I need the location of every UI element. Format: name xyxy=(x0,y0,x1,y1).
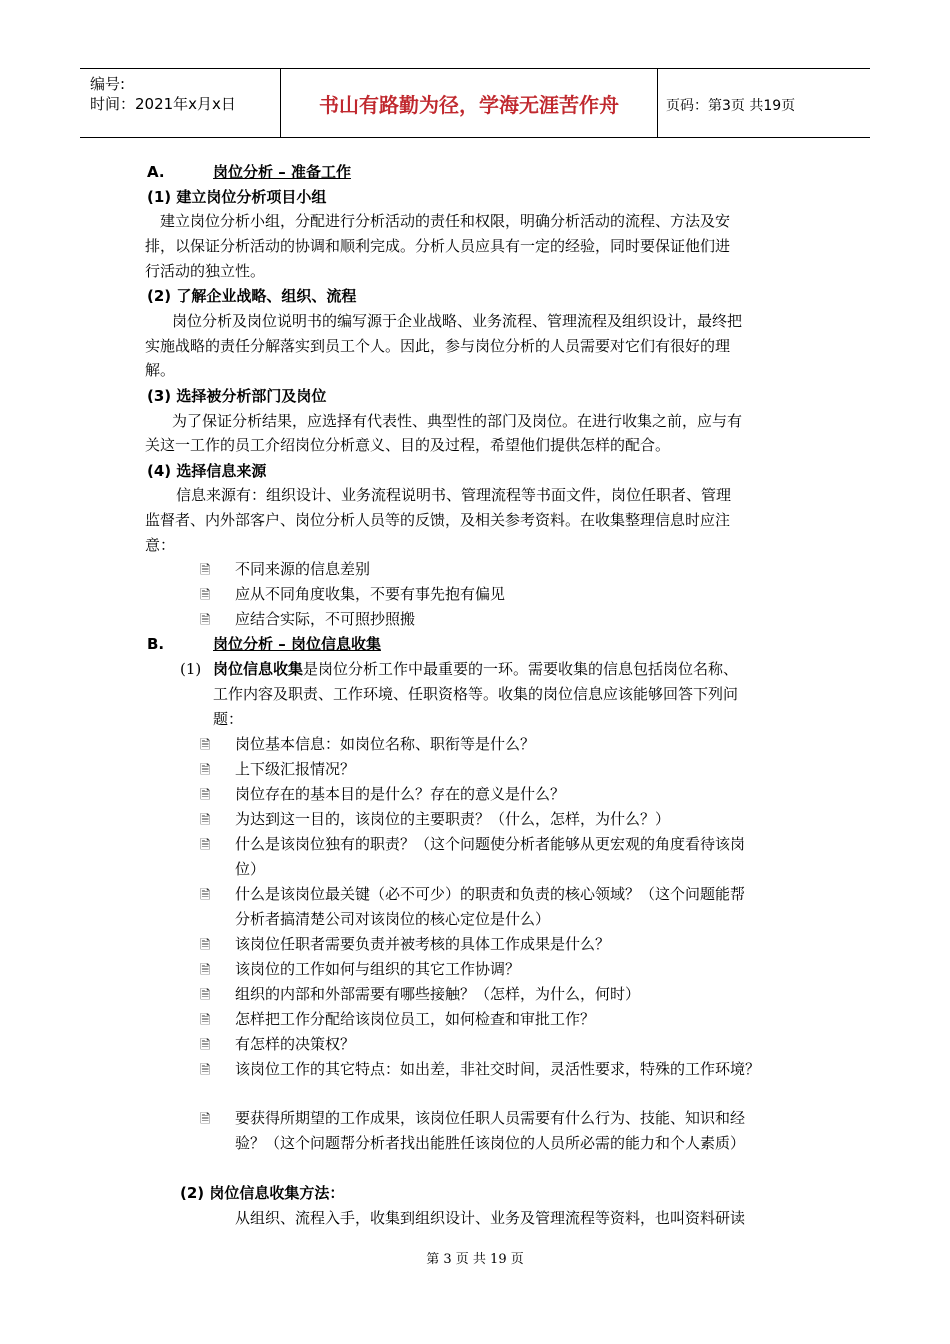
document-icon: 🗎 xyxy=(200,1063,211,1078)
section-b-title: 岗位分析 – 岗位信息收集 xyxy=(213,635,381,653)
a4-line: 意： xyxy=(145,536,176,554)
question: 什么是该岗位最关键（必不可少）的职责和负责的核心领域？（这个问题能帮 xyxy=(235,885,746,903)
document-icon: 🗎 xyxy=(200,938,211,953)
b1-line xyxy=(213,657,738,681)
a1-line: 行活动的独立性。 xyxy=(145,262,266,280)
question: 怎样把工作分配给该岗位员工，如何检查和审批工作？ xyxy=(235,1010,596,1028)
question: 有怎样的决策权？ xyxy=(235,1035,356,1053)
a1-heading: (1) 建立岗位分析项目小组 xyxy=(147,188,327,206)
question: 什么是该岗位独有的职责？（这个问题使分析者能够从更宏观的角度看待该岗 xyxy=(235,835,746,853)
a-bullet: 应从不同角度收集，不要有事先抱有偏见 xyxy=(235,585,506,603)
a3-line: 为了保证分析结果，应选择有代表性、典型性的部门及岗位。在进行收集之前，应与有 xyxy=(172,412,743,430)
a2-heading: (2) 了解企业战略、组织、流程 xyxy=(147,287,357,305)
document-icon: 🗎 xyxy=(200,1112,211,1127)
section-a-title: 岗位分析 – 准备工作 xyxy=(213,163,351,181)
time-label: 时间：2021年x月x日 xyxy=(90,95,236,113)
section-a-letter: A. xyxy=(147,163,165,181)
a1-line: 排，以保证分析活动的协调和顺利完成。分析人员应具有一定的经验，同时要保证他们进 xyxy=(145,237,731,255)
a1-line: 建立岗位分析小组，分配进行分析活动的责任和权限，明确分析活动的流程、方法及安 xyxy=(160,212,731,230)
document-icon: 🗎 xyxy=(200,763,211,778)
question: 验？（这个问题帮分析者找出能胜任该岗位的人员所必需的能力和个人素质） xyxy=(235,1134,746,1152)
question: 位） xyxy=(235,860,266,878)
question: 该岗位的工作如何与组织的其它工作协调？ xyxy=(235,960,521,978)
question: 该岗位任职者需要负责并被考核的具体工作成果是什么？ xyxy=(235,935,611,953)
a4-line: 信息来源有：组织设计、业务流程说明书、管理流程等书面文件，岗位任职者、管理 xyxy=(176,486,732,504)
a4-line: 监督者、内外部客户、岗位分析人员等的反馈，及相关参考资料。在收集整理信息时应注 xyxy=(145,511,731,529)
a-bullet: 应结合实际，不可照抄照搬 xyxy=(235,610,416,628)
question: 要获得所期望的工作成果，该岗位任职人员需要有什么行为、技能、知识和经 xyxy=(235,1109,746,1127)
b1-line: 题： xyxy=(213,710,244,728)
a3-heading: (3) 选择被分析部门及岗位 xyxy=(147,387,327,405)
b2-line: 从组织、流程入手，收集到组织设计、业务及管理流程等资料，也叫资料研读 xyxy=(235,1209,746,1227)
document-icon: 🗎 xyxy=(200,1038,211,1053)
page-info: 页码：第3页 共19页 xyxy=(666,98,796,114)
document-icon: 🗎 xyxy=(200,788,211,803)
question: 分析者搞清楚公司对该岗位的核心定位是什么） xyxy=(235,910,551,928)
a3-line: 关这一工作的员工介绍岗位分析意义、目的及过程，希望他们提供怎样的配合。 xyxy=(145,436,671,454)
document-icon: 🗎 xyxy=(200,613,211,628)
document-icon: 🗎 xyxy=(200,813,211,828)
question: 岗位基本信息：如岗位名称、职衔等是什么？ xyxy=(235,735,536,753)
header-info-cell xyxy=(80,69,281,137)
page-header xyxy=(80,68,870,138)
b2-heading: (2) 岗位信息收集方法： xyxy=(180,1184,345,1202)
document-icon: 🗎 xyxy=(200,988,211,1003)
motto: 书山有路勤为径，学海无涯苦作舟 xyxy=(281,69,658,137)
document-icon: 🗎 xyxy=(200,838,211,853)
a2-line: 岗位分析及岗位说明书的编写源于企业战略、业务流程、管理流程及组织设计，最终把 xyxy=(172,312,743,330)
a-bullet: 不同来源的信息差别 xyxy=(235,560,371,578)
document-icon: 🗎 xyxy=(200,963,211,978)
question: 该岗位工作的其它特点：如出差，非社交时间，灵活性要求，特殊的工作环境？ xyxy=(235,1060,761,1078)
b1-bold: 岗位信息收集 xyxy=(213,660,304,678)
document-icon: 🗎 xyxy=(200,563,211,578)
a2-line: 实施战略的责任分解落实到员工个人。因此，参与岗位分析的人员需要对它们有很好的理 xyxy=(145,337,731,355)
section-b-letter: B. xyxy=(147,635,165,653)
page-footer: 第 3 页 共 19 页 xyxy=(426,1252,524,1267)
a2-line: 解。 xyxy=(145,361,176,379)
document-icon: 🗎 xyxy=(200,1013,211,1028)
b1-number: (1) xyxy=(180,660,202,678)
document-icon: 🗎 xyxy=(200,888,211,903)
document-icon: 🗎 xyxy=(200,738,211,753)
question: 上下级汇报情况？ xyxy=(235,760,356,778)
a4-heading: (4) 选择信息来源 xyxy=(147,462,267,480)
question: 组织的内部和外部需要有哪些接触？（怎样，为什么，何时） xyxy=(235,985,641,1003)
document-icon: 🗎 xyxy=(200,588,211,603)
question: 为达到这一目的，该岗位的主要职责？（什么，怎样，为什么？） xyxy=(235,810,671,828)
question: 岗位存在的基本目的是什么？存在的意义是什么？ xyxy=(235,785,566,803)
b1-rest: 是岗位分析工作中最重要的一环。需要收集的信息包括岗位名称、 xyxy=(303,660,739,678)
b1-line: 工作内容及职责、工作环境、任职资格等。收集的岗位信息应该能够回答下列问 xyxy=(213,685,739,703)
number-label: 编号: xyxy=(90,75,126,93)
